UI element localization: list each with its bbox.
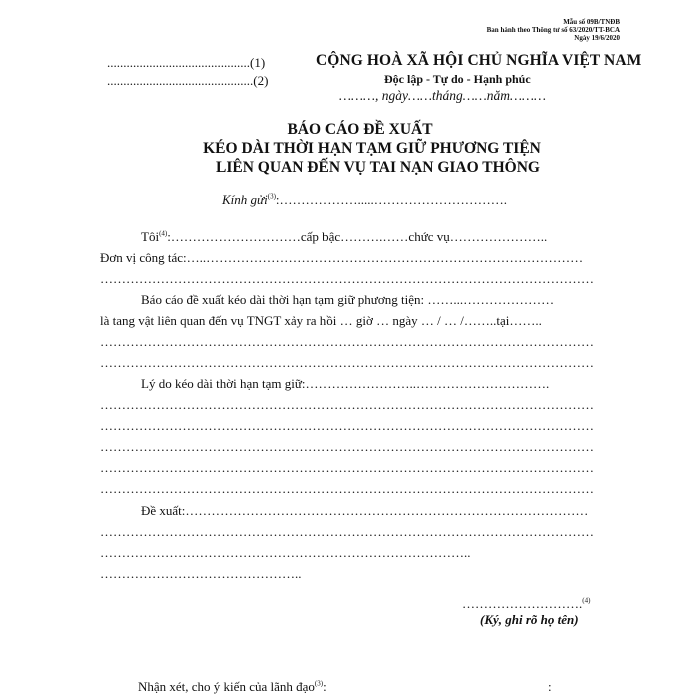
officer-fields: :…………………………cấp bậc……….……chức vụ…………………..	[167, 229, 548, 244]
recipient-dots: :……………….....………………………….	[275, 192, 508, 207]
reason-line: Lý do kéo dài thời hạn tạm giữ:……………………..………………………….	[141, 376, 550, 391]
officer-line	[141, 229, 547, 245]
report-line-2: là tang vật liên quan đến vụ TNGT xảy ra hồi … giờ … ngày … / … /……..tại……..	[100, 313, 542, 328]
proposal-line: Đề xuất:…………………………………………………………………………………	[141, 503, 589, 518]
leader-comment-label: Nhận xét, cho ý kiến của lãnh đạo	[138, 679, 315, 694]
leader-comment-ref: (3)	[314, 679, 324, 688]
trailing-colon: :	[548, 679, 552, 694]
officer-ref: (4)	[159, 229, 168, 238]
report-line-1: Báo cáo đề xuất kéo dài thời hạn tạm giữ phương tiện: ……...…………………	[141, 292, 555, 307]
blank-line: ……………………………………………………………………………………………………	[100, 355, 594, 370]
issued-by: Ban hành theo Thông tư số 63/2020/TT-BCA	[486, 26, 620, 34]
signature-label: (Ký, ghi rõ họ tên)	[480, 612, 579, 627]
blank-line: ……………………………………………………………………………………………………	[100, 481, 594, 496]
document-title-line-3: LIÊN QUAN ĐẾN VỤ TAI NẠN GIAO THÔNG	[216, 159, 540, 176]
dateline: ………, ngày……tháng……năm………	[339, 88, 547, 103]
blank-line-short: …………………………………………………………………………..	[100, 545, 471, 560]
blank-line: ……………………………………………………………………………………………………	[100, 397, 594, 412]
agency-line-2: .............................................(2)	[107, 73, 269, 88]
signature-ref: (4)	[582, 596, 591, 605]
blank-line: ……………………………………………………………………………………………………	[100, 418, 594, 433]
national-motto: Độc lập - Tự do - Hạnh phúc	[384, 72, 531, 86]
blank-line: ……………………………………………………………………………………………………	[100, 524, 594, 539]
leader-comment-line	[138, 679, 327, 695]
recipient-label: Kính gửi	[222, 192, 268, 207]
form-code: Mẫu số 09B/TNĐB	[563, 18, 620, 26]
signature-dots-line	[462, 596, 590, 612]
blank-line: ……………………………………………………………………………………………………	[100, 271, 594, 286]
issued-date: Ngày 19/6/2020	[574, 34, 620, 42]
signature-dots: ……………………….	[462, 596, 583, 611]
recipient-ref: (3)	[267, 192, 276, 201]
form-code-block	[470, 18, 620, 42]
officer-label: Tôi	[141, 229, 160, 244]
blank-line: ……………………………………………………………………………………………………	[100, 460, 594, 475]
blank-line-shorter: ………………………………………..	[100, 566, 302, 581]
document-title-line-2: KÉO DÀI THỜI HẠN TẠM GIỮ PHƯƠNG TIỆN	[203, 140, 541, 157]
agency-line-1: ............................................(1)	[107, 55, 266, 70]
blank-line: ……………………………………………………………………………………………………	[100, 439, 594, 454]
recipient-line	[222, 192, 507, 208]
blank-line: ……………………………………………………………………………………………………	[100, 334, 594, 349]
nation-name: CỘNG HOÀ XÃ HỘI CHỦ NGHĨA VIỆT NAM	[316, 52, 642, 69]
work-unit-line: Đơn vị công tác:…..……………………………………………………………………………	[100, 250, 584, 265]
leader-comment-colon: :	[323, 679, 327, 694]
document-title-line-1: BÁO CÁO ĐỀ XUẤT	[287, 121, 433, 138]
